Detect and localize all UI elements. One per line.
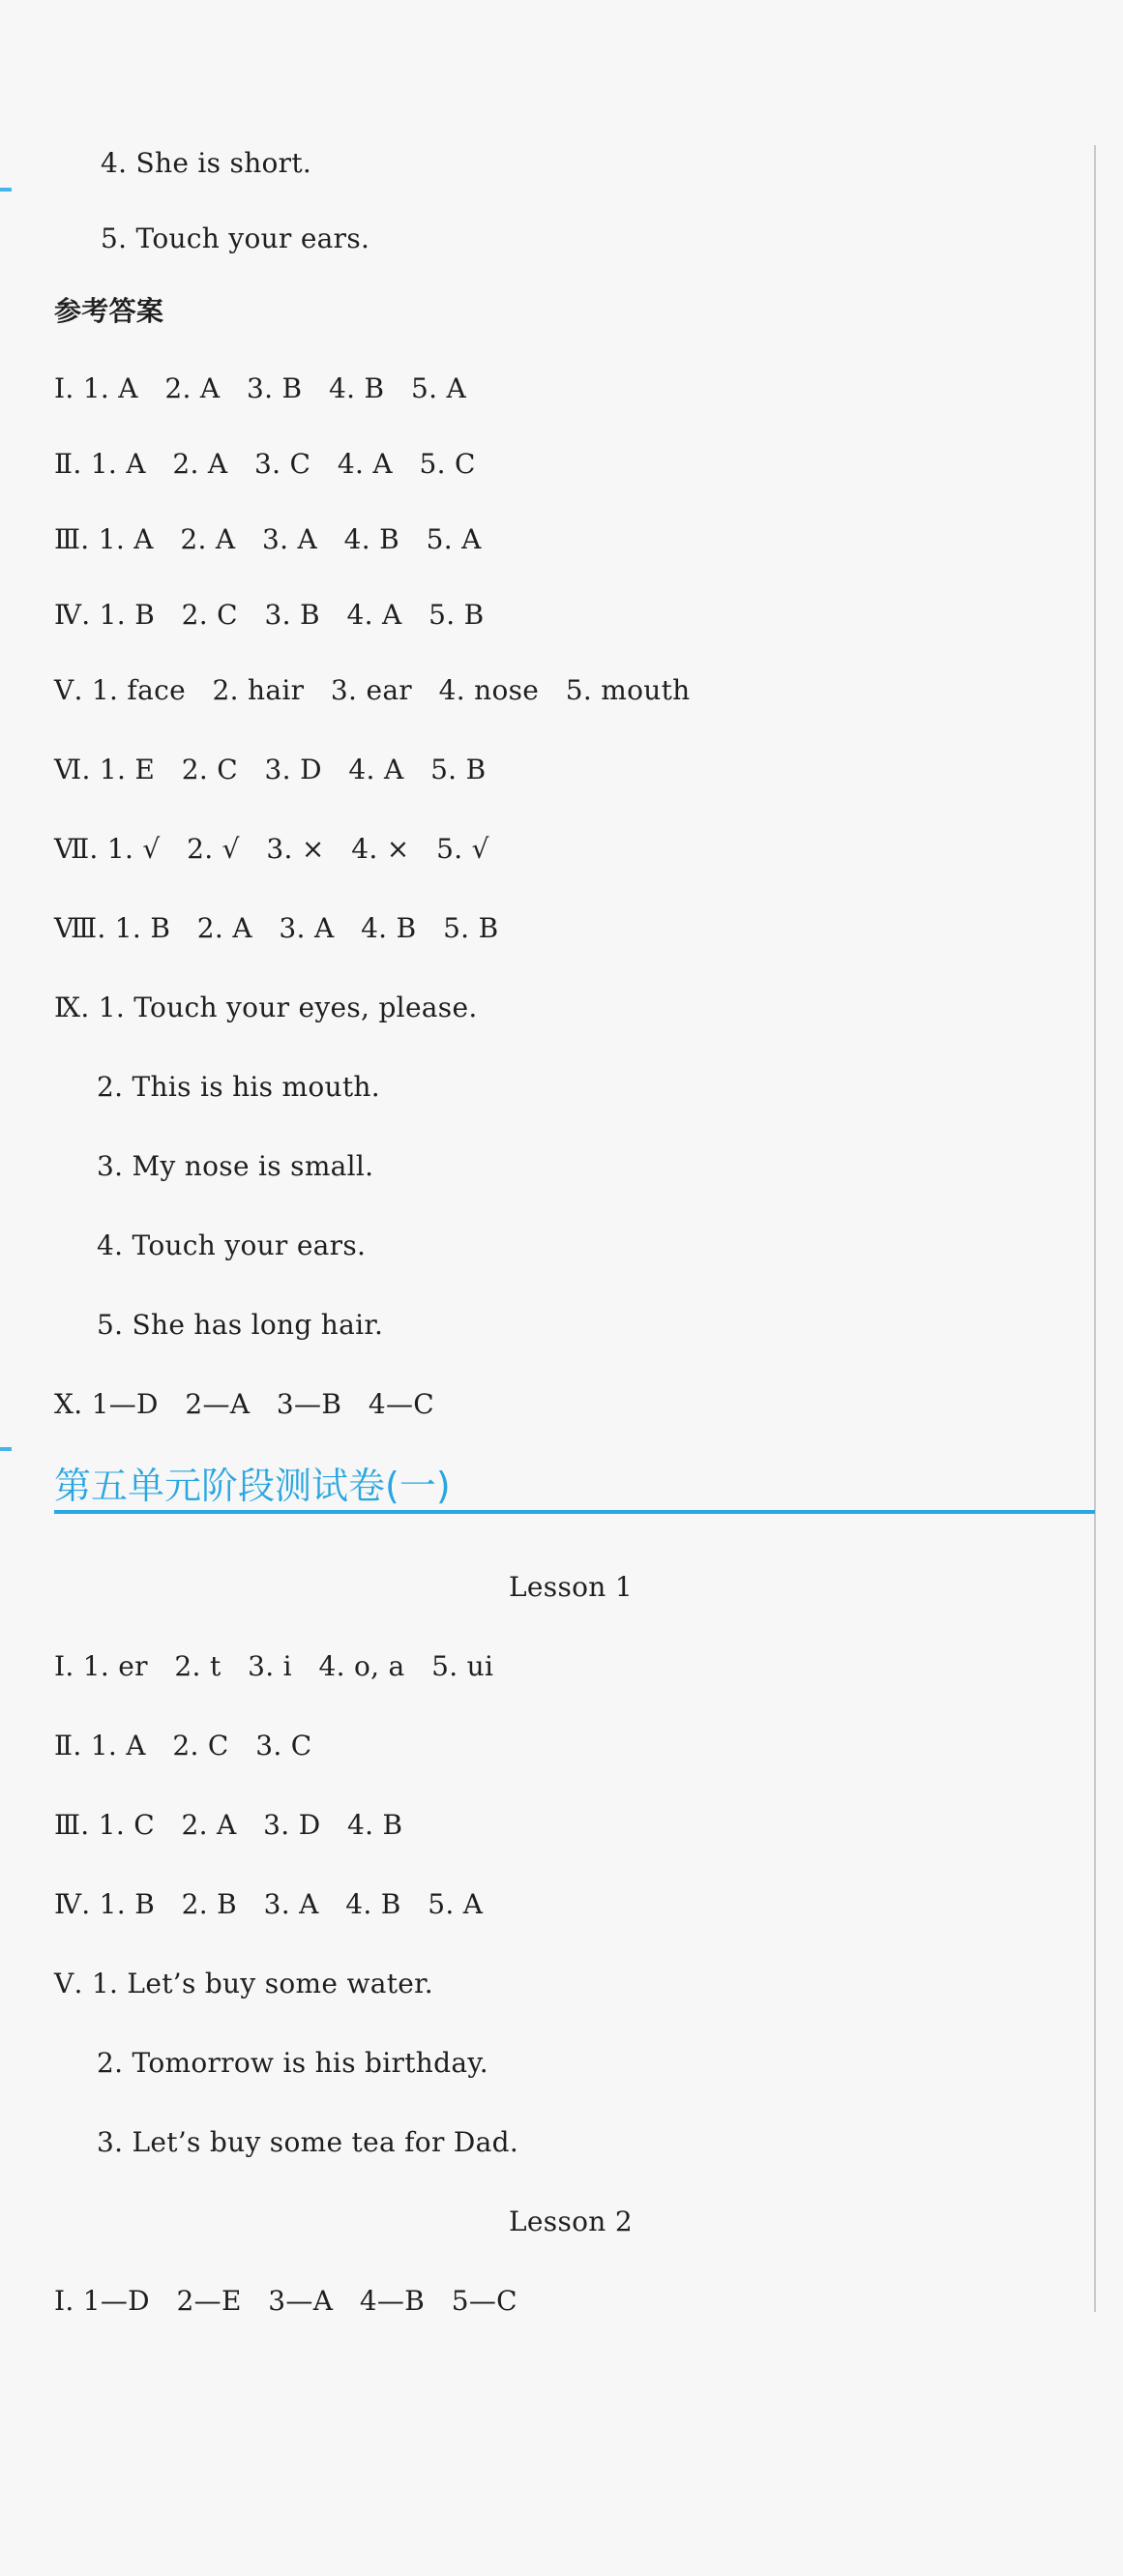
answer-subline: 2. Tomorrow is his birthday. xyxy=(97,2047,488,2079)
answer-line: Ⅱ. 1. A 2. A 3. C 4. A 5. C xyxy=(54,448,476,480)
answer-line: Ⅲ. 1. A 2. A 3. A 4. B 5. A xyxy=(54,523,482,555)
answer-subline: 2. This is his mouth. xyxy=(97,1071,380,1103)
exercise-line: 5. Touch your ears. xyxy=(101,222,370,254)
answer-line: Ⅴ. 1. face 2. hair 3. ear 4. nose 5. mouth xyxy=(54,674,691,706)
answer-line: Ⅷ. 1. B 2. A 3. A 4. B 5. B xyxy=(54,912,499,944)
section-title-rule xyxy=(54,1510,1095,1514)
right-margin-rule xyxy=(1094,145,1096,2312)
left-edge-mark xyxy=(0,1447,12,1451)
answer-heading: 参考答案 xyxy=(54,295,164,327)
answer-subline: 3. My nose is small. xyxy=(97,1150,374,1182)
answer-subline: 3. Let’s buy some tea for Dad. xyxy=(97,2126,519,2158)
answer-line: Ⅳ. 1. B 2. B 3. A 4. B 5. A xyxy=(54,1888,484,1920)
answer-line: Ⅰ. 1—D 2—E 3—A 4—B 5—C xyxy=(54,2285,517,2317)
answer-line: Ⅲ. 1. C 2. A 3. D 4. B xyxy=(54,1809,403,1841)
section-title: 第五单元阶段测试卷(一) xyxy=(54,1465,451,1507)
answer-line: Ⅶ. 1. √ 2. √ 3. × 4. × 5. √ xyxy=(54,833,489,865)
answer-subline: 5. She has long hair. xyxy=(97,1309,384,1341)
answer-line: Ⅵ. 1. E 2. C 3. D 4. A 5. B xyxy=(54,754,487,785)
answer-line: Ⅴ. 1. Let’s buy some water. xyxy=(54,1968,433,1999)
answer-line: Ⅹ. 1—D 2—A 3—B 4—C xyxy=(54,1388,434,1420)
answer-line: Ⅰ. 1. er 2. t 3. i 4. o, a 5. ui xyxy=(54,1650,494,1682)
answer-line: Ⅸ. 1. Touch your eyes, please. xyxy=(54,992,478,1023)
left-edge-mark xyxy=(0,188,12,192)
answer-line: Ⅰ. 1. A 2. A 3. B 4. B 5. A xyxy=(54,372,467,404)
answer-line: Ⅱ. 1. A 2. C 3. C xyxy=(54,1730,312,1762)
answer-line: Ⅳ. 1. B 2. C 3. B 4. A 5. B xyxy=(54,599,485,631)
lesson-heading: Lesson 1 xyxy=(509,1571,633,1603)
lesson-heading: Lesson 2 xyxy=(509,2206,633,2237)
exercise-line: 4. She is short. xyxy=(101,147,312,179)
answer-subline: 4. Touch your ears. xyxy=(97,1229,367,1261)
